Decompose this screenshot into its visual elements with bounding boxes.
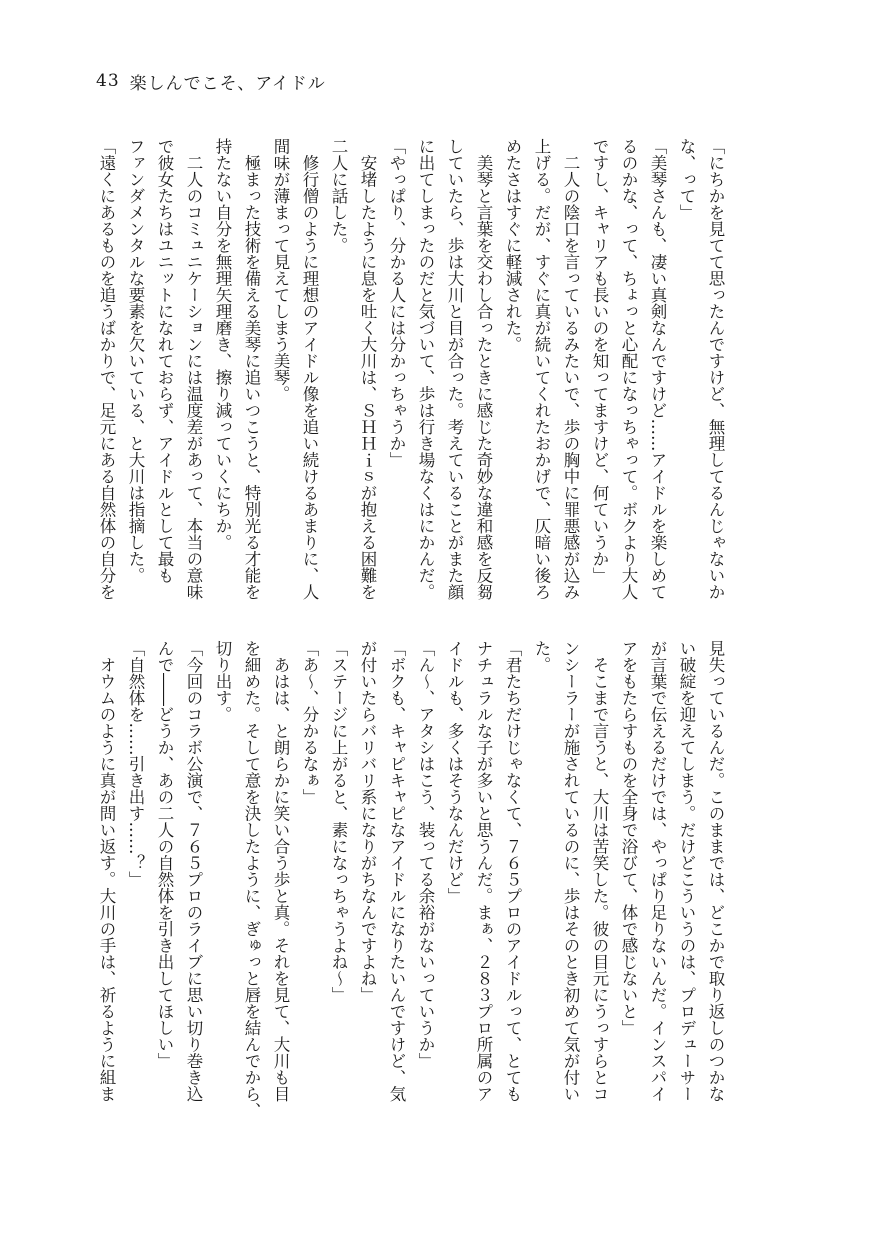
- text-line: 切り出す。: [213, 640, 232, 723]
- text-block-top: [97, 138, 730, 614]
- text-line: んで――どうか、あの二人の自然体を引き出してほしい」: [155, 640, 174, 1069]
- text-line: た。: [532, 640, 551, 673]
- text-line: 二人に話した。: [329, 138, 348, 254]
- running-header: [96, 66, 326, 96]
- text-line: 「あ～、分かるなぁ」: [300, 640, 319, 805]
- text-line: イドルも、多くはそうなんだけど」: [445, 640, 464, 904]
- text-line: 「君たちだけじゃなくて、７６５プロのアイドルって、とても: [503, 640, 522, 1102]
- text-line: 「ボクも、キャピキャピなアイドルになりたいんですけど、気: [387, 640, 406, 1102]
- text-line: ファンダメンタルな要素を欠いている、と大川は指摘した。: [126, 138, 145, 584]
- text-line: 持たない自分を無理矢理磨き、擦り減っていくにちか。: [213, 138, 232, 551]
- text-line: 見失っているんだ。このままでは、どこかで取り返しのつかな: [706, 640, 725, 1102]
- text-line: に出てしまったのだと気づいて、歩は行き場なくはにかんだ。: [416, 138, 435, 600]
- text-line: 「美琴さんも、凄い真剣なんですけど……アイドルを楽しめて: [648, 138, 667, 600]
- text-line: めたさはすぐに軽減された。: [503, 138, 522, 353]
- text-line: な、って」: [677, 138, 696, 221]
- running-title: 楽しんでこそ、アイドル: [129, 73, 326, 94]
- text-line: 安堵したように息を吐く大川は、ＳＨＨｉｓが抱える困難を: [358, 138, 377, 600]
- text-line: い破綻を迎えてしまう。だけどこういうのは、プロデューサー: [677, 640, 696, 1102]
- text-line: 間味が薄まって見えてしまう美琴。: [271, 138, 290, 402]
- text-line: オウムのように真が問い返す。大川の手は、祈るように組ま: [97, 640, 116, 1102]
- text-line: 「今回のコラボ公演で、７６５プロのライブに思い切り巻き込: [184, 640, 203, 1102]
- text-line: 上げる。だが、すぐに真が続いてくれたおかげで、仄暗い後ろ: [532, 138, 551, 600]
- text-line: 「遠くにあるものを追うばかりで、足元にある自然体の自分を: [97, 138, 116, 600]
- text-line: 「やっぱり、分かる人には分かっちゃうか」: [387, 138, 406, 468]
- text-line: そこまで言うと、大川は苦笑した。彼の目元にうっすらとコ: [590, 640, 609, 1102]
- text-line: ですし、キャリアも長いのを知ってますけど、何ていうか」: [590, 138, 609, 584]
- text-line: が付いたらバリバリ系になりがちなんですよね」: [358, 640, 377, 1003]
- text-block-bottom: [97, 640, 730, 1119]
- text-line: 「にちかを見てて思ったんですけど、無理してるんじゃないか: [706, 138, 725, 600]
- text-line: が言葉で伝えるだけでは、やっぱり足りないんだ。インスパイ: [648, 640, 667, 1102]
- text-line: ンシーラーが施されているのに、歩はそのとき初めて気が付い: [561, 640, 580, 1102]
- text-line: していたら、歩は大川と目が合った。考えていることがまた顔: [445, 138, 464, 600]
- text-line: 美琴と言葉を交わし合ったときに感じた奇妙な違和感を反芻: [474, 138, 493, 600]
- text-line: 「ん～、アタシはこう、装ってる余裕がないっていうか」: [416, 640, 435, 1069]
- page-number: 43: [96, 71, 120, 91]
- text-line: 二人の陰口を言っているみたいで、歩の胸中に罪悪感が込み: [561, 138, 580, 600]
- text-line: を細めた。そして意を決したように、ぎゅっと唇を結んでから、: [242, 640, 261, 1119]
- text-line: で彼女たちはユニットになれておらず、アイドルとして最も: [155, 138, 174, 584]
- text-line: るのかな、って、ちょっと心配になっちゃって。ボクより大人: [619, 138, 638, 600]
- text-line: 「自然体を……引き出す……？」: [126, 640, 145, 888]
- text-line: 修行僧のように理想のアイドル像を追い続けるあまりに、人: [300, 138, 319, 600]
- text-line: 二人のコミュニケーションには温度差があって、本当の意味: [184, 138, 203, 600]
- text-line: あはは、と朗らかに笑い合う歩と真。それを見て、大川も目: [271, 640, 290, 1102]
- text-line: ナチュラルな子が多いと思うんだ。まぁ、２８３プロ所属のア: [474, 640, 493, 1102]
- text-line: 極まった技術を備える美琴に追いつこうと、特別光る才能を: [242, 138, 261, 600]
- text-line: アをもたらすものを全身で浴びて、体で感じないと」: [619, 640, 638, 1036]
- text-line: 「ステージに上がると、素になっちゃうよね～」: [329, 640, 348, 1003]
